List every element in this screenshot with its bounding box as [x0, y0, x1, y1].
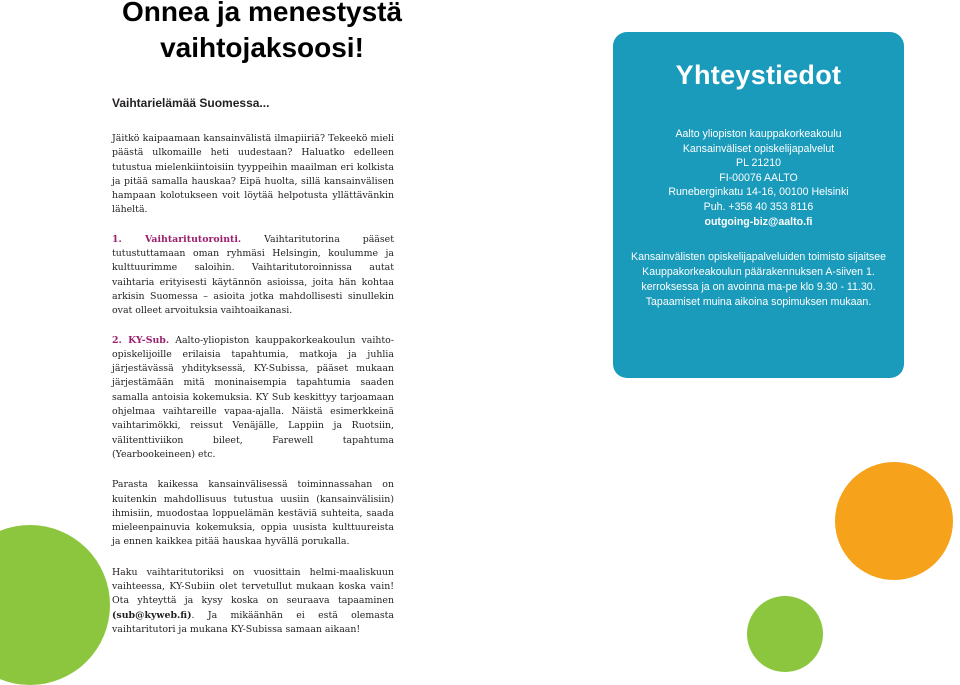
page-title-line-2: vaihtojaksoosi!: [160, 32, 364, 63]
tutoring-text: Vaihtaritutorina pääset tutustuttamaan oman ryhmäsi Helsingin, koulumme ja kulttuurimme saloihin. Vaihtaritutoroinnissa autat vaihtaria erityisesti käytännön asioissa, joita hän kohtaa arkisin Suomessa – asioita jotka mahdollisesti sinullekin ovat olleet arvoituksia vaihtoaikanasi.: [112, 233, 394, 317]
address-line: FI-00076 AALTO: [719, 171, 798, 184]
best-part-paragraph: Parasta kaikessa kansainvälisessä toiminnassahan on kuitenkin mahdollisuus tutustua uusiin (kansainvälisiin) ihmisiin, muodostaa loppuelämän kestäviä suhteita, saada mieleenpainuvia kokemuksia, oppia uusista kulttuureista ja ennen kaikkea pitää hauskaa hyvällä porukalla.: [112, 479, 394, 548]
decorative-orange-circle: [835, 462, 953, 580]
kysub-paragraph: [112, 334, 394, 463]
address-line: Runeberginkatu 14-16, 00100 Helsinki: [668, 186, 849, 199]
address-line: Kansainväliset opiskelijapalvelut: [682, 142, 835, 155]
page-title-line-1: Onnea ja menestystä: [121, 0, 403, 27]
section-subtitle: Vaihtarielämää Suomessa...: [112, 96, 270, 110]
application-text-a: Haku vaihtaritutoriksi on vuosittain helmi-maaliskuun vaihteessa, KY-Subiin olet tervetullut mukaan koska vain! Ota yhteyttä ja kysy koska on seuraava tapaaminen: [112, 566, 394, 607]
tutoring-paragraph: [112, 233, 394, 319]
contact-info-box: [613, 32, 904, 378]
office-hours-notice: Kansainvälisten opiskelijapalveluiden toimisto sijaitsee Kauppakorkeakoulun päärakennuksen A-siiven 1. kerroksessa ja on avoinna ma-pe klo 9.30 - 11.30. Tapaamiset muina aikoina sopimuksen mukaan.: [631, 251, 886, 308]
application-paragraph: [112, 566, 394, 637]
address-line: Aalto yliopiston kauppakorkeakoulu: [675, 128, 842, 140]
kysub-email-link[interactable]: (sub@kyweb.fi): [112, 609, 192, 621]
phone-number: Puh. +358 40 353 8116: [703, 200, 814, 213]
application-text-b: . Ja mikäänhän ei estä olemasta vaihtaritutori ja mukana KY-Subissa samaan aikaan!: [112, 609, 394, 635]
decorative-green-circle-small: [747, 596, 823, 672]
body-text-column: [112, 132, 394, 652]
kysub-heading: 2. KY-Sub.: [112, 334, 170, 346]
tutoring-heading: 1. Vaihtaritutorointi.: [112, 233, 242, 245]
decorative-green-circle-large: [0, 525, 110, 685]
contact-email-link[interactable]: outgoing-biz@aalto.fi: [704, 215, 813, 228]
page-title: [112, 0, 412, 66]
contact-address: [613, 127, 904, 229]
intro-paragraph: Jäitkö kaipaamaan kansainvälistä ilmapiiriä? Tekeekö mieli päästä ulkomaille heti uudestaan? Haluatko edelleen tutustua mielenkiintoisiin tyyppeihin maailman eri kolkista ja pitää samalla hauskaa? Eipä huolta, sillä kansainvälisen hampaan kolotukseen voit löytää helpotusta yllättävänkin läheltä.: [112, 133, 394, 216]
address-line: PL 21210: [736, 157, 781, 170]
kysub-text: Aalto-yliopiston kauppakorkeakoulun vaihto-opiskelijoille erilaisia tapahtumia, matkoja ja juhlia järjestävässä yhdityksessä, KY-Subissa, pääset mukaan järjestämään mitä moninaisempia tapahtumia saaden samalla antoisia kokemuksia. KY Sub keskittyy tarjoamaan ohjelmaa vaihtareille vapaa-ajalla. Näistä esimerkkeinä vaihtarimökki, reissut Venäjälle, Lappiin ja Ruotsiin, välitenttiviikon bileet, Farewell tapahtuma (Yearbookeineen) etc.: [112, 334, 394, 460]
contact-title: Yhteystiedot: [675, 60, 842, 90]
